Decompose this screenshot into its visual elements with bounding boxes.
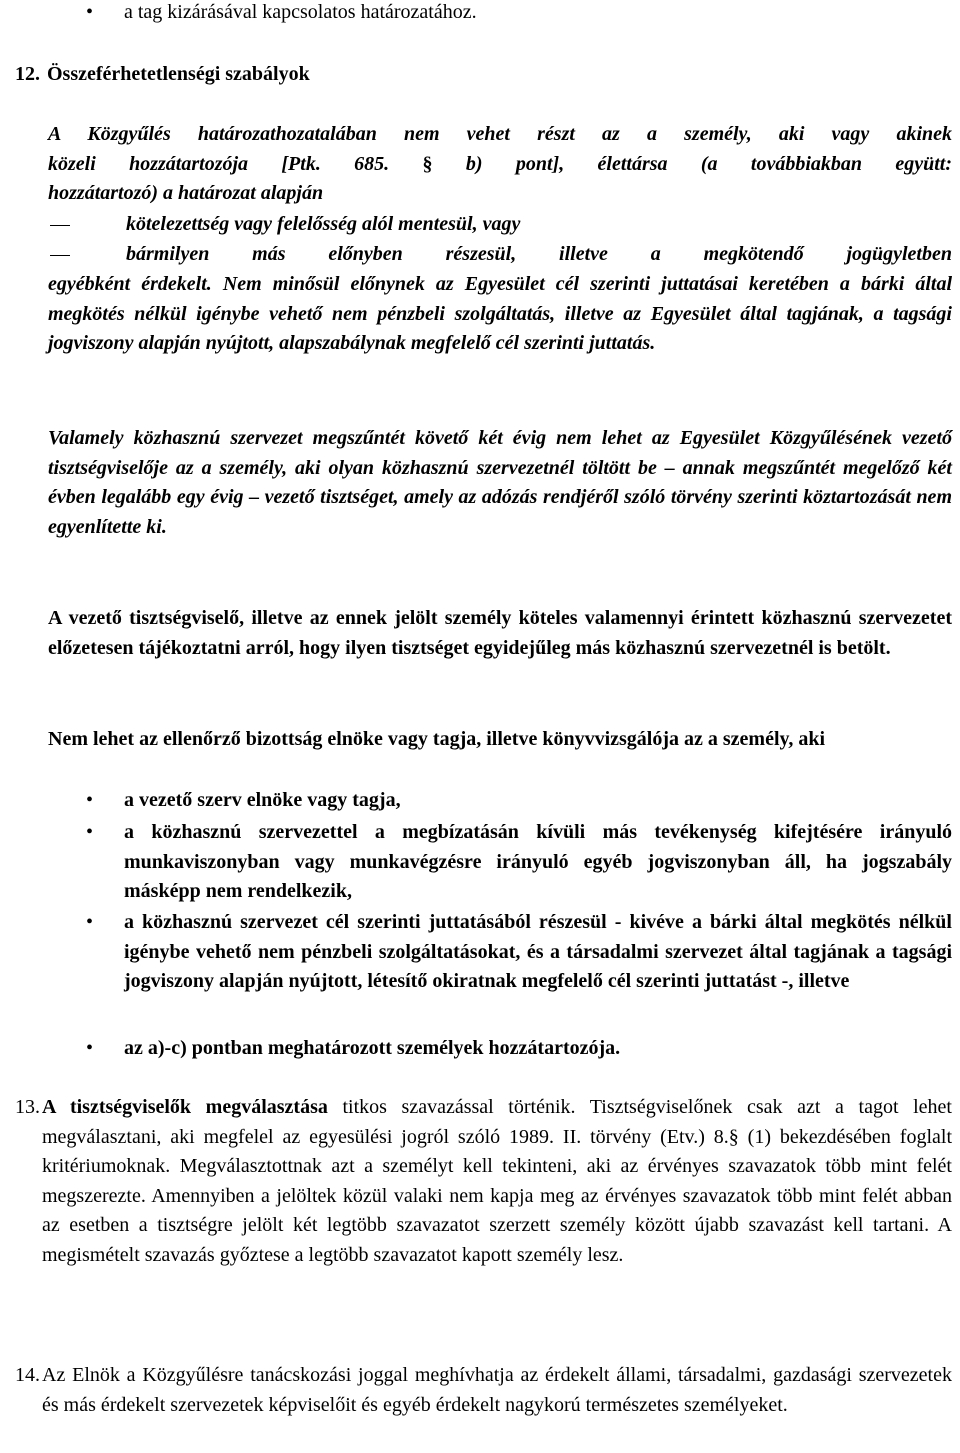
- bullet-icon: [86, 1034, 122, 1064]
- text-line: hozzátartozó) a határozat alapján: [48, 182, 324, 204]
- section-heading-12: [0, 60, 960, 90]
- paragraph-text: Nem lehet az ellenőrző bizottság elnöke vagy tagja, illetve könyvvizsgálója az a személy, aki: [48, 728, 826, 750]
- section-number: 14.: [15, 1364, 40, 1386]
- paragraph-text: A vezető tisztségviselő, illetve az ennek jelölt személy köteles valamennyi érintett közhasznú szervezetet előzetesen tájékoztatni arról, hogy ilyen tisztséget egyidejűleg más közhasznú szervezetnél is betölt.: [48, 607, 952, 659]
- list-item: [86, 1034, 952, 1064]
- section-title: Összeférhetetlenségi szabályok: [47, 63, 310, 85]
- dash-item: [50, 210, 952, 240]
- list-item: [86, 0, 952, 28]
- list-item-text: a tag kizárásával kapcsolatos határozatához.: [124, 1, 477, 23]
- section-number: 12.: [15, 63, 40, 85]
- paragraph-former-officers: [48, 424, 952, 542]
- dash-item: [50, 240, 952, 270]
- text-span: egyébként érdekelt.: [48, 273, 212, 295]
- dash-icon: [50, 225, 70, 226]
- bullet-icon: [86, 0, 122, 28]
- section-sign-icon: §: [728, 1125, 739, 1148]
- list-item-text: a közhasznú szervezettel a megbízatásán kívüli más tevékenység kifejtésére irányuló munkaviszonyban vagy munkavégzésre irányuló egyéb jogviszonyban áll, ha jogszabály másképp nem rendelkezik,: [124, 821, 952, 902]
- section-text: A tisztségviselők megválasztása titkos szavazással történik. Tisztségviselőnek csak azt a tagot lehet megválasztani, aki megfelel az egyesülési jogról szóló 1989. II. törvény (Etv.) 8.§ (1) bekezdésében foglalt kritériumoknak. Megválasztottnak azt a személyt kell tekinteni, aki az érvényes szavazatok több mint felét megszerezte. Amennyiben a jelöltek közül valaki nem kapja meg az érvényes szavazatok több mint felét abban az esetben a tisztségre jelölt két legtöbb szavazatot szerzett személy között újabb szavazást kell tartani. A megismételt szavazás győztese a legtöbb szavazatot kapott személy lesz.: [42, 1096, 952, 1266]
- paragraph-conflict-cont: [48, 270, 952, 359]
- section-number: 13.: [15, 1096, 40, 1118]
- list-item-text: a vezető szerv elnöke vagy tagja,: [124, 789, 401, 811]
- section-14: [0, 1361, 960, 1420]
- dash-icon: [50, 255, 70, 256]
- list-item: [86, 786, 952, 816]
- dash-item-text: kötelezettség vagy felelősség alól mentesül, vagy: [126, 213, 521, 235]
- text-span: Nem minősül előnynek az Egyesület cél szerinti juttatásai keretében a bárki által megkötés nélkül igénybe vehető nem pénzbeli szolgáltatás, illetve az Egyesület által tagjának, a tagsági jogviszony alapján nyújtott, alapszabálynak megfelelő cél szerinti juttatás.: [48, 273, 953, 354]
- list-item: [86, 908, 952, 997]
- text-line: A Közgyűlés határozathozatalában nem vehet részt az a személy, aki vagy akinek: [48, 123, 952, 145]
- list-item: [86, 818, 952, 907]
- text-line: közeli hozzátartozója [Ptk. 685. § b) pont], élettársa (a továbbiakban együtt:: [48, 152, 952, 175]
- list-item-text: a közhasznú szervezet cél szerinti juttatásából részesül - kivéve a bárki által megkötés nélkül igénybe vehető nem pénzbeli szolgáltatásokat, és a társadalmi szervezet által tagjának a tagsági jogviszony alapján nyújtott, létesítő okiratnak megfelelő cél szerinti juttatást -, illetve: [124, 911, 952, 992]
- dash-item-text: bármilyen más előnyben részesül, illetve a megkötendő jogügyletben: [126, 243, 952, 265]
- bullet-icon: [86, 908, 122, 938]
- section-text: Az Elnök a Közgyűlésre tanácskozási joggal meghívhatja az érdekelt állami, társadalmi, gazdasági szervezetek és más érdekelt szervezetek képviselőit és egyéb érdekelt nagykorú természetes személyeket.: [42, 1364, 952, 1416]
- paragraph-conflict-intro: [48, 120, 952, 209]
- section-title: A tisztségviselők megválasztása: [42, 1096, 328, 1118]
- bullet-icon: [86, 786, 122, 816]
- section-13: [0, 1093, 960, 1270]
- paragraph-text: Valamely közhasznú szervezet megszűntét követő két évig nem lehet az Egyesület Közgyűlésének vezető tisztségviselője az a személy, aki olyan közhasznú szervezetnél töltött be – annak megszűntét megelőző két évben legalább egy évig – vezető tisztséget, amely az adózás rendjéről szóló törvény szerinti köztartozását nem egyenlítette ki.: [48, 427, 952, 538]
- list-item-text: az a)-c) pontban meghatározott személyek hozzátartozója.: [124, 1037, 621, 1059]
- paragraph-supervisory: [48, 725, 952, 755]
- paragraph-notification: [48, 604, 952, 663]
- section-sign-icon: §: [422, 152, 433, 175]
- bullet-icon: [86, 818, 122, 848]
